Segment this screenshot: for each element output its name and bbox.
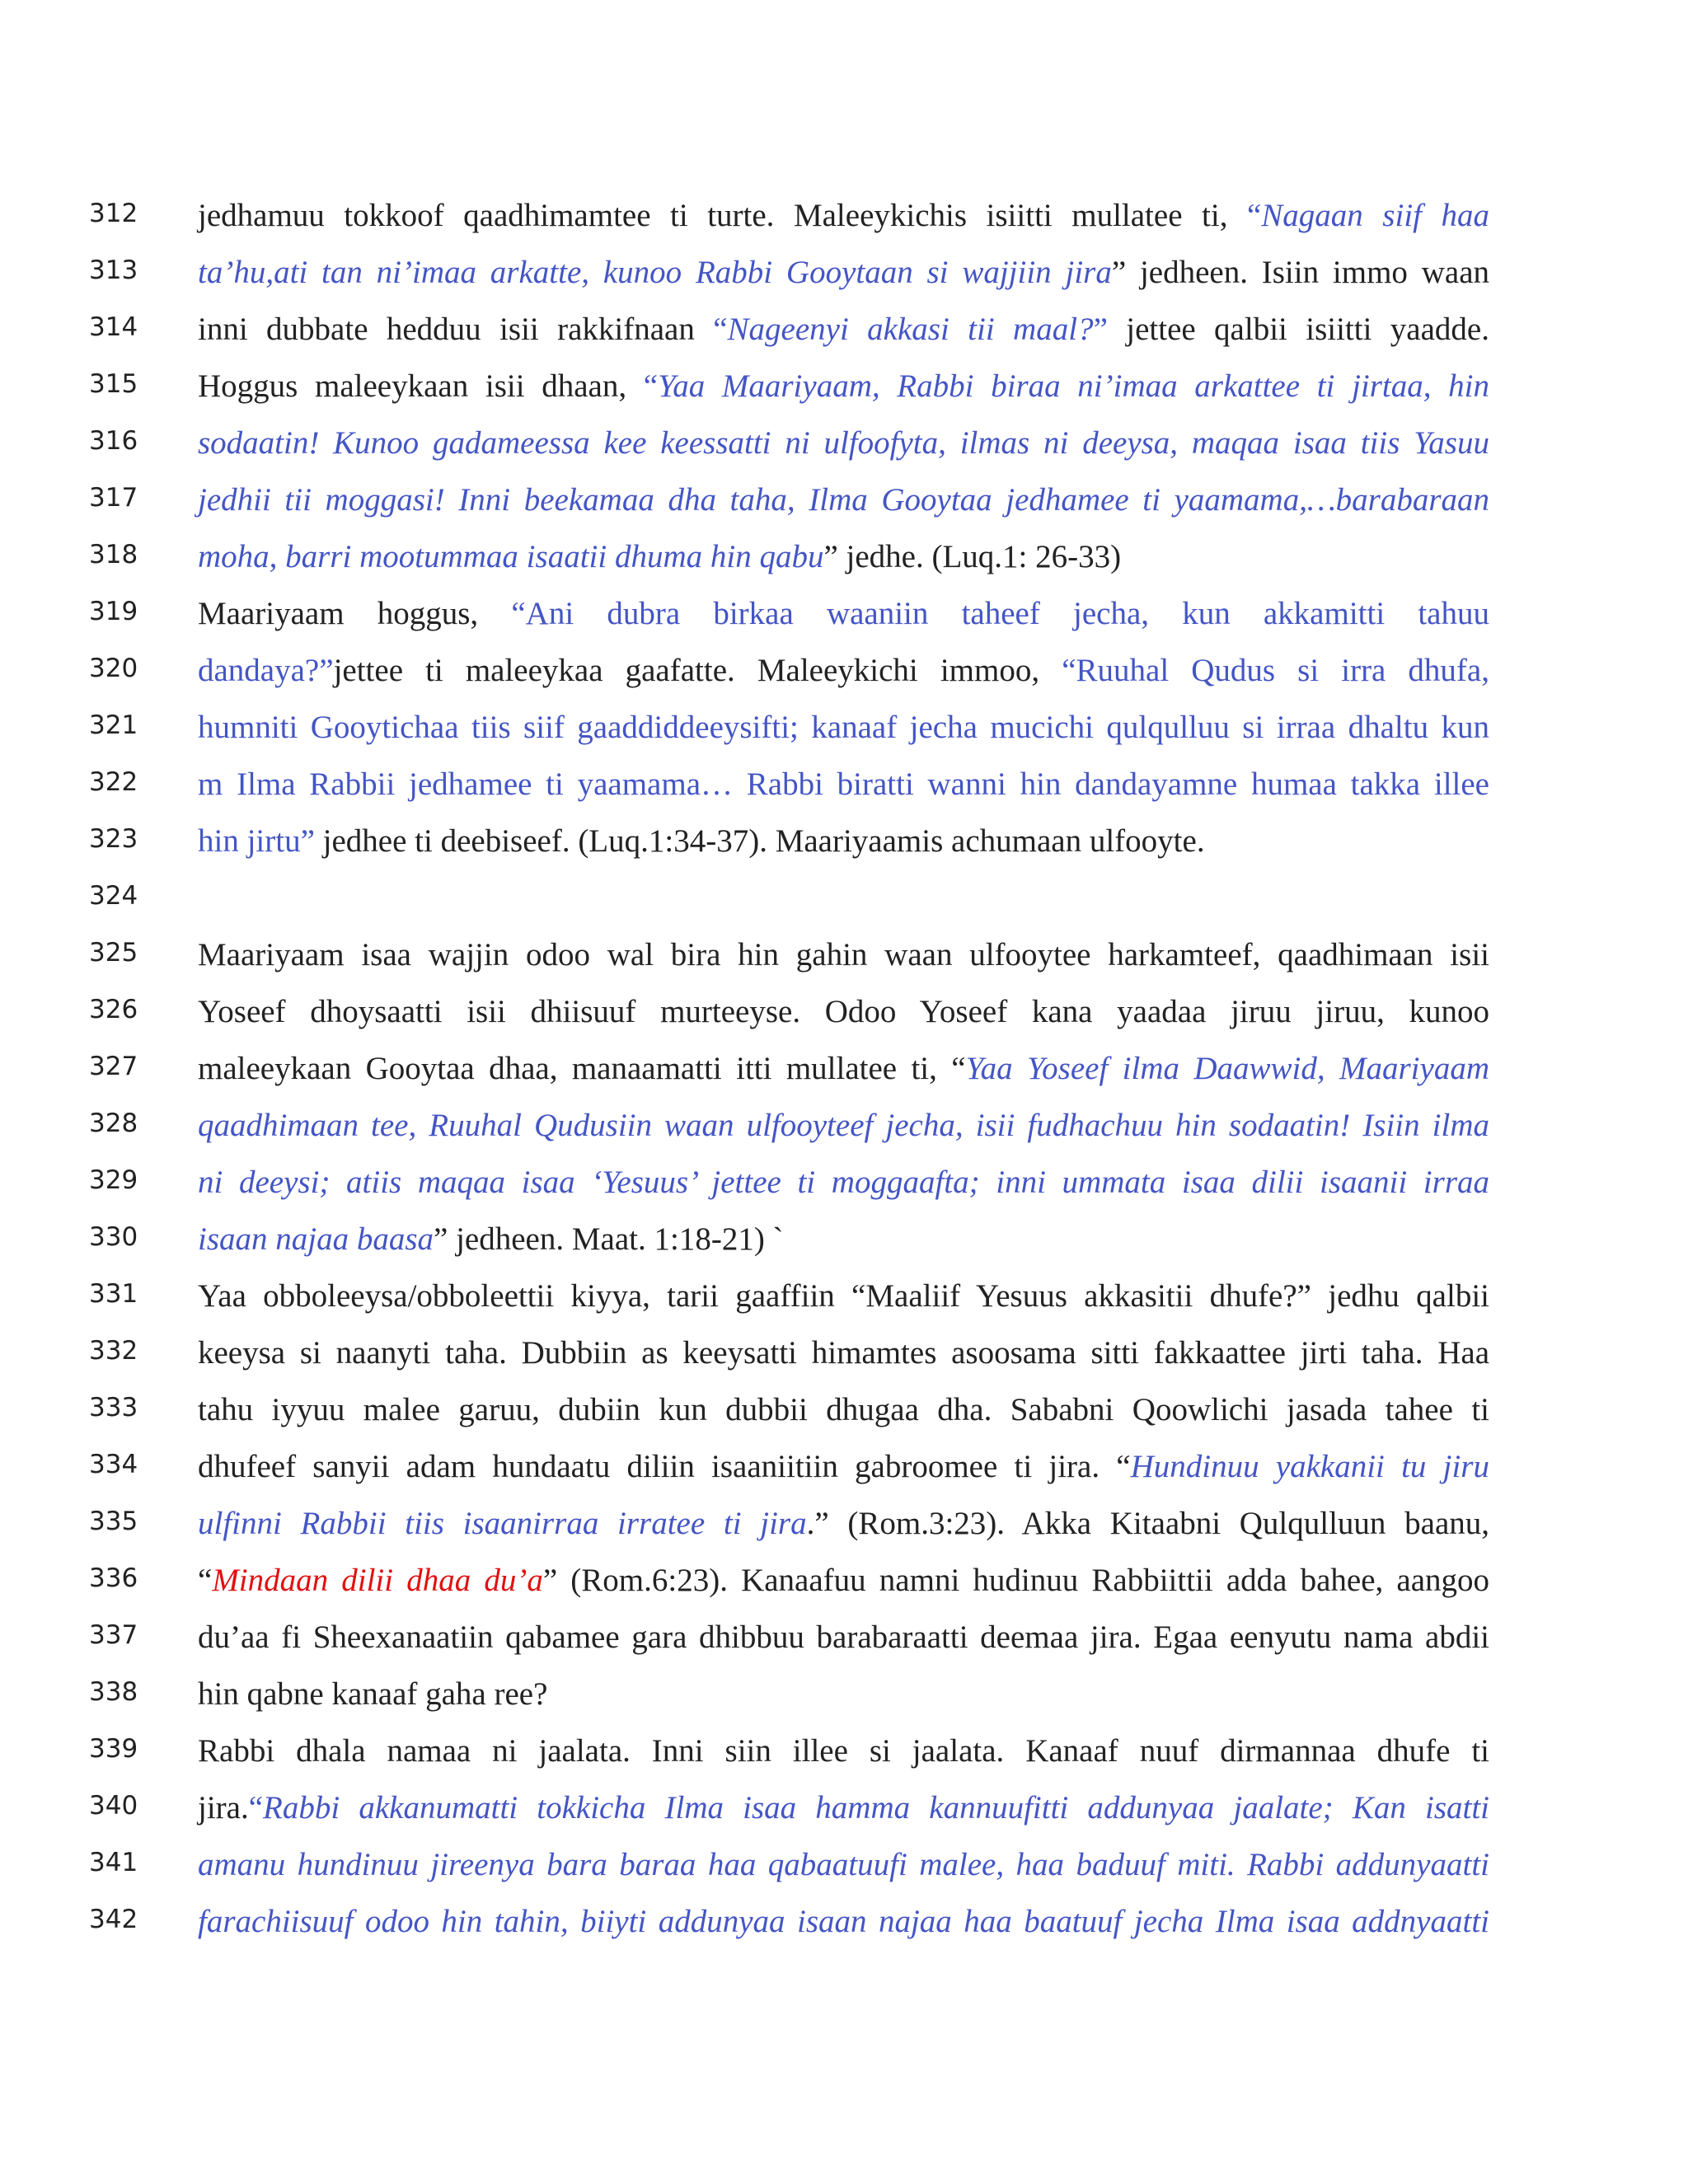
line-number: 318 [89, 540, 138, 569]
body-text: Maariyaam hoggus, [198, 596, 512, 631]
line-number: 316 [89, 426, 138, 456]
body-text: maleeykaan Gooytaa dhaa, manaamatti itti mullatee ti, “ [198, 1051, 966, 1086]
scripture-quote: Hundinuu yakkanii tu jiru [1130, 1449, 1489, 1484]
line-number: 330 [89, 1222, 138, 1252]
scripture-quote: hin jirtu” [198, 823, 315, 859]
document-line [0, 415, 1688, 471]
body-text: ” jedheen. Isiin immo waan [1111, 255, 1490, 290]
line-number: 338 [89, 1677, 138, 1707]
line-text [198, 301, 1489, 358]
line-text [198, 1722, 1489, 1779]
line-text [198, 642, 1489, 699]
line-text [198, 926, 1489, 983]
line-number: 315 [89, 369, 138, 399]
line-text [198, 1836, 1489, 1893]
line-number: 335 [89, 1507, 138, 1536]
scripture-quote: ulfinni Rabbii tiis isaanirraa irratee ti jira [198, 1506, 807, 1541]
body-text: dhufeef sanyii adam hundaatu diliin isaaniitiin gabroomee ti jira. “ [198, 1449, 1131, 1484]
body-text: ” (Rom.6:23). Kanaafuu namni hudinuu Rabbiittii adda bahee, aangoo [542, 1563, 1490, 1598]
emphasis-quote: Mindaan dilii dhaa du’a [212, 1563, 543, 1598]
document-line [0, 1495, 1688, 1552]
body-text: ” jedhe. (Luq.1: 26-33) [823, 539, 1122, 574]
scripture-quote: ” [1093, 312, 1108, 347]
body-text: tahu iyyuu malee garuu, dubiin kun dubbii dhugaa dha. Sababni Qoowlichi jasada tahee ti [198, 1392, 1489, 1427]
line-text [198, 813, 1489, 869]
document-line [0, 1666, 1688, 1722]
body-text: .” (Rom.3:23). Akka Kitaabni Qulqulluun baanu, [806, 1506, 1489, 1541]
body-text: Yoseef dhoysaatti isii dhiisuuf murteeyse. Odoo Yoseef kana yaadaa jiruu jiruu, kunoo [198, 994, 1489, 1029]
scripture-quote: Rabbi akkanumatti tokkicha Ilma isaa hamma kannuufitti addunyaa jaalate; Kan isatti [263, 1790, 1489, 1825]
body-text: Rabbi dhala namaa ni jaalata. Inni siin illee si jaalata. Kanaaf nuuf dirmannaa dhufe ti [198, 1733, 1489, 1769]
line-number: 320 [89, 654, 138, 683]
body-text: Hoggus maleeykaan isii dhaan, [198, 368, 644, 404]
document-line [0, 926, 1688, 983]
line-text [198, 1495, 1489, 1552]
line-text [198, 1381, 1489, 1438]
document-line [0, 301, 1688, 358]
scripture-quote: moha, barri mootummaa isaatii dhuma hin qabu [198, 539, 824, 574]
body-text: Maariyaam isaa wajjin odoo wal bira hin gahin waan ulfooytee harkamteef, qaadhimaan isii [198, 937, 1489, 972]
document-line [0, 1438, 1688, 1495]
line-text [198, 1779, 1489, 1836]
scripture-quote: humniti Gooytichaa tiis siif gaaddiddeeysifti; kanaaf jecha mucichi qulqulluu si irraa dhaltu kun [198, 710, 1489, 745]
scripture-quote: Nagaan siif haa [1261, 198, 1489, 233]
body-text: du’aa fi Sheexanaatiin qabamee gara dhibbuu barabaraatti deemaa jira. Egaa eenyutu nama abdii [198, 1619, 1489, 1655]
line-text [198, 471, 1489, 528]
document-line [0, 756, 1688, 813]
body-text: Yaa obboleeysa/obboleettii kiyya, tarii gaaffiin “Maaliif Yesuus akkasitii dhufe?” jedhu qalbii [198, 1278, 1489, 1314]
line-text [198, 1211, 1489, 1268]
scripture-quote: sodaatin! Kunoo gadameessa kee keessatti ni ulfoofyta, ilmas ni deeysa, maqaa isaa tiis Yasuu [198, 425, 1489, 461]
document-line [0, 585, 1688, 642]
line-text [198, 187, 1489, 244]
scripture-quote: ni deeysi; atiis maqaa isaa ‘Yesuus’ jettee ti moggaafta; inni ummata isaa dilii isaanii irraa [198, 1165, 1489, 1200]
document-line [0, 1268, 1688, 1324]
document-line [0, 699, 1688, 756]
line-number: 323 [89, 824, 138, 854]
body-text: jira. [198, 1790, 249, 1825]
document-line [0, 1154, 1688, 1211]
body-text: hin qabne kanaaf gaha ree? [198, 1676, 548, 1712]
line-number: 326 [89, 995, 138, 1024]
line-text [198, 756, 1489, 813]
document-line [0, 1211, 1688, 1268]
scripture-quote: “ [643, 368, 659, 404]
line-number: 328 [89, 1108, 138, 1138]
line-number: 342 [89, 1905, 138, 1934]
line-number: 313 [89, 255, 138, 285]
document-line [0, 1097, 1688, 1154]
body-text: inni dubbate hedduu isii rakkifnaan [198, 312, 714, 347]
line-number: 332 [89, 1336, 138, 1366]
scripture-quote: m Ilma Rabbii jedhamee ti yaamama… Rabbi biratti wanni hin dandayamne humaa takka illee [198, 766, 1489, 802]
line-number: 341 [89, 1848, 138, 1877]
document-line [0, 528, 1688, 585]
document-line [0, 1779, 1688, 1836]
line-number: 339 [89, 1734, 138, 1764]
line-number: 337 [89, 1620, 138, 1650]
line-number: 334 [89, 1450, 138, 1479]
scripture-quote: “Ani dubra birkaa waaniin taheef jecha, kun akkamitti tahuu [511, 596, 1489, 631]
line-number: 325 [89, 938, 138, 968]
line-text [198, 415, 1489, 471]
line-number: 340 [89, 1791, 138, 1821]
scripture-quote: Yaa Yoseef ilma Daawwid, Maariyaam [965, 1051, 1489, 1086]
body-text: jedhamuu tokkoof qaadhimamtee ti turte. Maleeykichis isiitti mullatee ti, [198, 198, 1247, 233]
line-number: 329 [89, 1165, 138, 1195]
line-text [198, 1040, 1489, 1097]
line-text [198, 1609, 1489, 1666]
line-text [198, 1268, 1489, 1324]
body-text: jettee ti maleeykaa gaafatte. Maleeykichi immoo, [333, 653, 1062, 688]
line-number: 324 [89, 881, 138, 911]
line-text [198, 1552, 1489, 1609]
body-text: jettee qalbii isiitti yaadde. [1107, 312, 1489, 347]
line-text [198, 1324, 1489, 1381]
line-text [198, 1097, 1489, 1154]
scripture-quote: dandaya?” [198, 653, 334, 688]
scripture-quote: qaadhimaan tee, Ruuhal Qudusiin waan ulfooyteef jecha, isii fudhachuu hin sodaatin! Isiin ilma [198, 1108, 1489, 1143]
document-line [0, 358, 1688, 415]
document-line [0, 1381, 1688, 1438]
document-line [0, 983, 1688, 1040]
line-text [198, 1438, 1489, 1495]
document-line [0, 244, 1688, 301]
scripture-quote: “ [713, 312, 728, 347]
document-line [0, 187, 1688, 244]
scripture-quote: “ [248, 1790, 264, 1825]
document-line [0, 1893, 1688, 1950]
body-text: jedhee ti deebiseef. (Luq.1:34-37). Maariyaamis achumaan ulfooyte. [314, 823, 1205, 859]
scripture-quote: “ [1246, 198, 1262, 233]
document-line [0, 642, 1688, 699]
line-number: 319 [89, 597, 138, 626]
scripture-quote: isaan najaa baasa [198, 1221, 434, 1257]
line-text [198, 1154, 1489, 1211]
document-line [0, 1609, 1688, 1666]
line-number: 333 [89, 1393, 138, 1422]
scripture-quote: amanu hundinuu jireenya bara baraa haa qabaatuufi malee, haa baduuf miti. Rabbi addunyaatti [198, 1847, 1489, 1882]
scripture-quote: ta’hu,ati tan ni’imaa arkatte, kunoo Rabbi Gooytaan si wajjiin jira [198, 255, 1112, 290]
document-line [0, 1324, 1688, 1381]
line-number: 331 [89, 1279, 138, 1309]
line-text [198, 358, 1489, 415]
document-line [0, 869, 1688, 926]
line-text [198, 1893, 1489, 1950]
line-text [198, 699, 1489, 756]
document-line [0, 1836, 1688, 1893]
line-text [198, 585, 1489, 642]
document-line [0, 1040, 1688, 1097]
scripture-quote: jedhii tii moggasi! Inni beekamaa dha taha, Ilma Gooytaa jedhamee ti yaamama,…barabaraan [198, 482, 1489, 518]
line-text [198, 983, 1489, 1040]
scripture-quote: Nageenyi akkasi tii maal? [727, 312, 1094, 347]
document-line [0, 1722, 1688, 1779]
scripture-quote: farachiisuuf odoo hin tahin, biiyti addunyaa isaan najaa haa baatuuf jecha Ilma isaa addnyaatti [198, 1904, 1489, 1939]
line-number: 317 [89, 483, 138, 513]
line-number: 322 [89, 767, 138, 797]
line-number: 321 [89, 710, 138, 740]
body-text: ” jedheen. Maat. 1:18-21) ` [434, 1221, 784, 1257]
line-text [198, 1666, 1489, 1722]
scripture-quote: “Ruuhal Qudus si irra dhufa, [1062, 653, 1489, 688]
line-number: 327 [89, 1052, 138, 1081]
line-number: 312 [89, 199, 138, 228]
document-line [0, 813, 1688, 869]
scripture-quote: Yaa Maariyaam, Rabbi biraa ni’imaa arkattee ti jirtaa, hin [658, 368, 1489, 404]
body-text: “ [198, 1563, 213, 1598]
document-line [0, 471, 1688, 528]
line-text [198, 244, 1489, 301]
body-text: keeysa si naanyti taha. Dubbiin as keeysatti himamtes asoosama sitti fakkaattee jirti taha. Haa [198, 1335, 1489, 1371]
document-line [0, 1552, 1688, 1609]
line-text [198, 528, 1489, 585]
line-number: 314 [89, 312, 138, 342]
line-number: 336 [89, 1563, 138, 1593]
